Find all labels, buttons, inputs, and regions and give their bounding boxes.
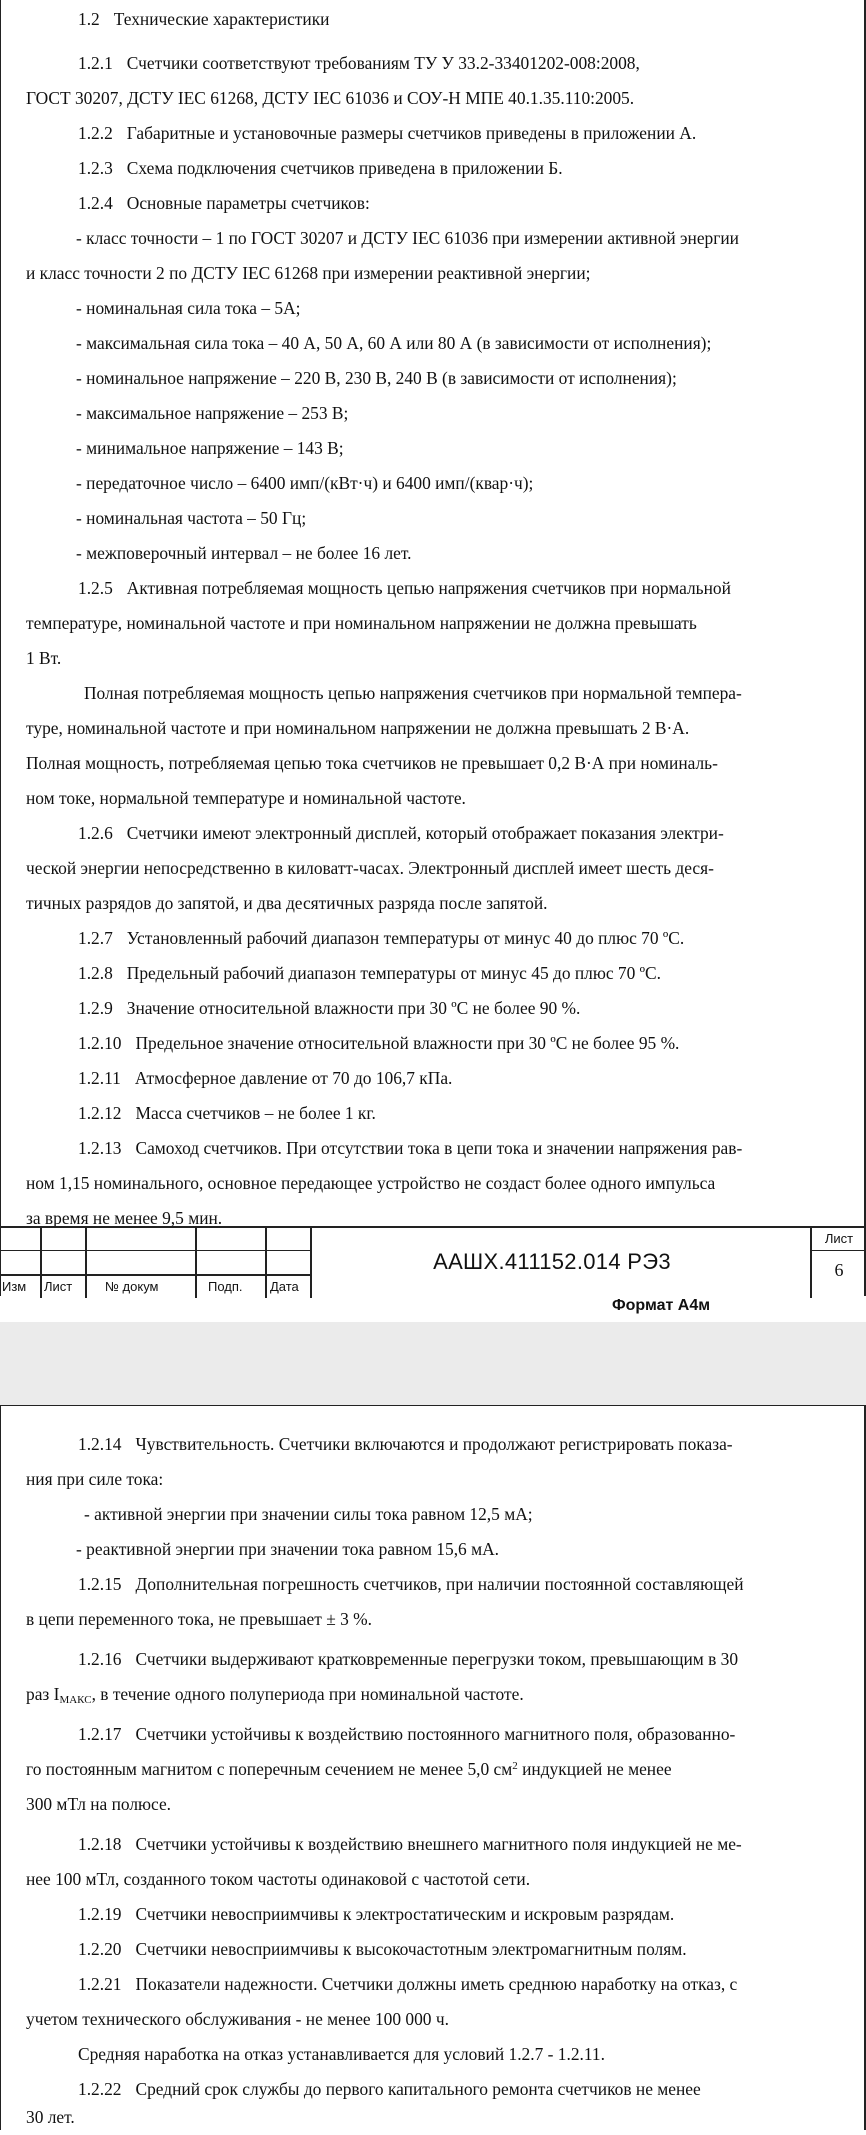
paragraph-1-2-12: 1.2.12 Масса счетчиков – не более 1 кг.	[78, 1103, 376, 1123]
param-item: - минимальное напряжение – 143 В;	[76, 438, 344, 458]
param-item: - номинальная сила тока – 5А;	[76, 298, 301, 318]
paragraph-1-2-6: 1.2.6 Счетчики имеют электронный дисплей, который отображает показания электри-	[78, 823, 724, 843]
format-label: Формат А4м	[612, 1297, 711, 1314]
column-label-izm: Изм	[2, 1279, 27, 1294]
grid-line	[812, 1250, 866, 1251]
param-accuracy: - класс точности – 1 по ГОСТ 30207 и ДСТУ IEC 61036 при измерении активной энергии	[76, 228, 739, 248]
paragraph-full-power-cont: туре, номинальной частоте и при номинальном напряжении не должна превышать 2 В·А.	[26, 718, 690, 738]
paragraph-1-2-6-cont: тичных разрядов до запятой, и два десятичных разряда после запятой.	[26, 893, 548, 913]
paragraph-1-2-11: 1.2.11 Атмосферное давление от 70 до 106,7 кПа.	[78, 1068, 453, 1088]
paragraph-1-2-14-cont: ния при силе тока:	[26, 1469, 164, 1489]
param-item: - номинальное напряжение – 220 В, 230 В, 240 В (в зависимости от исполнения);	[76, 368, 677, 388]
paragraph-1-2-9: 1.2.9 Значение относительной влажности при 30 ºС не более 90 %.	[78, 998, 581, 1018]
paragraph-1-2-13: 1.2.13 Самоход счетчиков. При отсутствии тока в цепи тока и значении напряжения рав-	[78, 1138, 743, 1158]
sensitivity-reactive: - реактивной энергии при значении тока равном 15,6 мА.	[76, 1539, 500, 1559]
paragraph-1-2-3: 1.2.3 Схема подключения счетчиков приведена в приложении Б.	[78, 158, 563, 178]
column-label-doc: № докум	[105, 1279, 159, 1294]
page-frame-top	[0, 1405, 866, 1406]
column-label-sign: Подп.	[208, 1279, 243, 1294]
paragraph-1-2-19: 1.2.19 Счетчики невосприимчивы к электростатическим и искровым разрядам.	[78, 1904, 675, 1924]
grid-line	[40, 1228, 42, 1298]
paragraph-1-2-15-cont: в цепи переменного тока, не превышает ± 3 %.	[26, 1609, 372, 1629]
page-frame-left	[0, 0, 1, 1296]
document-code: ААШХ.411152.014 РЭ3	[433, 1249, 671, 1274]
page-separator	[0, 1322, 866, 1405]
title-block	[0, 1226, 866, 1298]
paragraph-1-2-22-cont: 30 лет.	[26, 2107, 75, 2127]
paragraph-1-2-10: 1.2.10 Предельное значение относительной влажности при 30 ºС не более 95 %.	[78, 1033, 680, 1053]
paragraph-1-2-7: 1.2.7 Установленный рабочий диапазон температуры от минус 40 до плюс 70 ºС.	[78, 928, 685, 948]
grid-line	[85, 1228, 87, 1298]
section-heading: 1.2 Технические характеристики	[78, 9, 330, 29]
column-label-date: Дата	[270, 1279, 299, 1294]
param-item: - номинальная частота – 50 Гц;	[76, 508, 307, 528]
sheet-label: Лист	[824, 1231, 854, 1246]
param-item: - передаточное число – 6400 имп/(кВт·ч) и 6400 имп/(квар·ч);	[76, 473, 534, 493]
param-accuracy-cont: и класс точности 2 по ДСТУ IEC 61268 при измерении реактивной энергии;	[26, 263, 591, 283]
paragraph-1-2-13-cont: ном 1,15 номинального, основное передающее устройство не создаст более одного импульса	[26, 1173, 716, 1193]
grid-line	[195, 1228, 197, 1298]
grid-line	[265, 1228, 267, 1298]
document-page-2	[0, 1405, 866, 2130]
param-item: - межповерочный интервал – не более 16 лет.	[76, 543, 412, 563]
paragraph-mtbf: Средняя наработка на отказ устанавливается для условий 1.2.7 - 1.2.11.	[78, 2044, 605, 2064]
paragraph-full-power: Полная потребляемая мощность цепью напряжения счетчиков при нормальной темпера-	[84, 683, 742, 703]
paragraph-1-2-22: 1.2.22 Средний срок службы до первого капитального ремонта счетчиков не менее	[78, 2079, 701, 2099]
paragraph-full-power-cont: Полная мощность, потребляемая цепью тока счетчиков не превышает 0,2 В·А при номиналь-	[26, 753, 718, 773]
paragraph-1-2-5-cont: температуре, номинальной частоте и при номинальном напряжении не должна превышать	[26, 613, 697, 633]
paragraph-1-2-21-cont: учетом технического обслуживания - не менее 100 000 ч.	[26, 2009, 449, 2029]
paragraph-1-2-16: 1.2.16 Счетчики выдерживают кратковременные перегрузки током, превышающим в 30	[78, 1649, 739, 1669]
paragraph-1-2-6-cont: ческой энергии непосредственно в киловатт-часах. Электронный дисплей имеет шесть деся-	[26, 858, 714, 878]
paragraph-1-2-14: 1.2.14 Чувствительность. Счетчики включаются и продолжают регистрировать показа-	[78, 1434, 733, 1454]
paragraph-1-2-4: 1.2.4 Основные параметры счетчиков:	[78, 193, 370, 213]
paragraph-1-2-1-cont: ГОСТ 30207, ДСТУ IEC 61268, ДСТУ IEC 61036 и СОУ-Н МПЕ 40.1.35.110:2005.	[26, 88, 635, 108]
paragraph-1-2-18-cont: нее 100 мТл, созданного током частоты одинаковой с частотой сети.	[26, 1869, 531, 1889]
paragraph-full-power-cont: ном токе, нормальной температуре и номинальной частоте.	[26, 788, 466, 808]
sheet-number: 6	[834, 1260, 844, 1280]
sensitivity-active: - активной энергии при значении силы тока равном 12,5 мА;	[84, 1504, 533, 1524]
paragraph-1-2-5-cont: 1 Вт.	[26, 648, 62, 668]
paragraph-1-2-21: 1.2.21 Показатели надежности. Счетчики должны иметь среднюю наработку на отказ, с	[78, 1974, 738, 1994]
paragraph-1-2-2: 1.2.2 Габаритные и установочные размеры счетчиков приведены в приложении А.	[78, 123, 697, 143]
paragraph-1-2-8: 1.2.8 Предельный рабочий диапазон температуры от минус 45 до плюс 70 ºС.	[78, 963, 661, 983]
paragraph-1-2-5: 1.2.5 Активная потребляемая мощность цепью напряжения счетчиков при нормальной	[78, 578, 731, 598]
paragraph-1-2-17: 1.2.17 Счетчики устойчивы к воздействию постоянного магнитного поля, образованно-	[78, 1724, 736, 1744]
page-frame-left	[0, 1405, 1, 2130]
paragraph-1-2-18: 1.2.18 Счетчики устойчивы к воздействию внешнего магнитного поля индукцией не ме-	[78, 1834, 742, 1854]
param-item: - максимальная сила тока – 40 А, 50 А, 60 А или 80 А (в зависимости от исполнения);	[76, 333, 712, 353]
paragraph-1-2-17-cont: го постоянным магнитом с поперечным сечением не менее 5,0 $см^2$ индукцией не менее	[26, 1759, 672, 1779]
column-label-list: Лист	[44, 1279, 73, 1294]
paragraph-1-2-15: 1.2.15 Дополнительная погрешность счетчиков, при наличии постоянной составляющей	[78, 1574, 744, 1594]
param-item: - максимальное напряжение – 253 В;	[76, 403, 349, 423]
paragraph-1-2-1: 1.2.1 Счетчики соответствуют требованиям ТУ У 33.2-33401202-008:2008,	[78, 53, 640, 73]
paragraph-1-2-17-cont: 300 мТл на полюсе.	[26, 1794, 172, 1814]
paragraph-1-2-16-cont: раз $I_{МАКС}$, в течение одного полупериода при номинальной частоте.	[26, 1684, 524, 1706]
paragraph-1-2-13-cont: за время не менее 9,5 мин.	[26, 1208, 223, 1228]
paragraph-1-2-20: 1.2.20 Счетчики невосприимчивы к высокочастотным электромагнитным полям.	[78, 1939, 687, 1959]
